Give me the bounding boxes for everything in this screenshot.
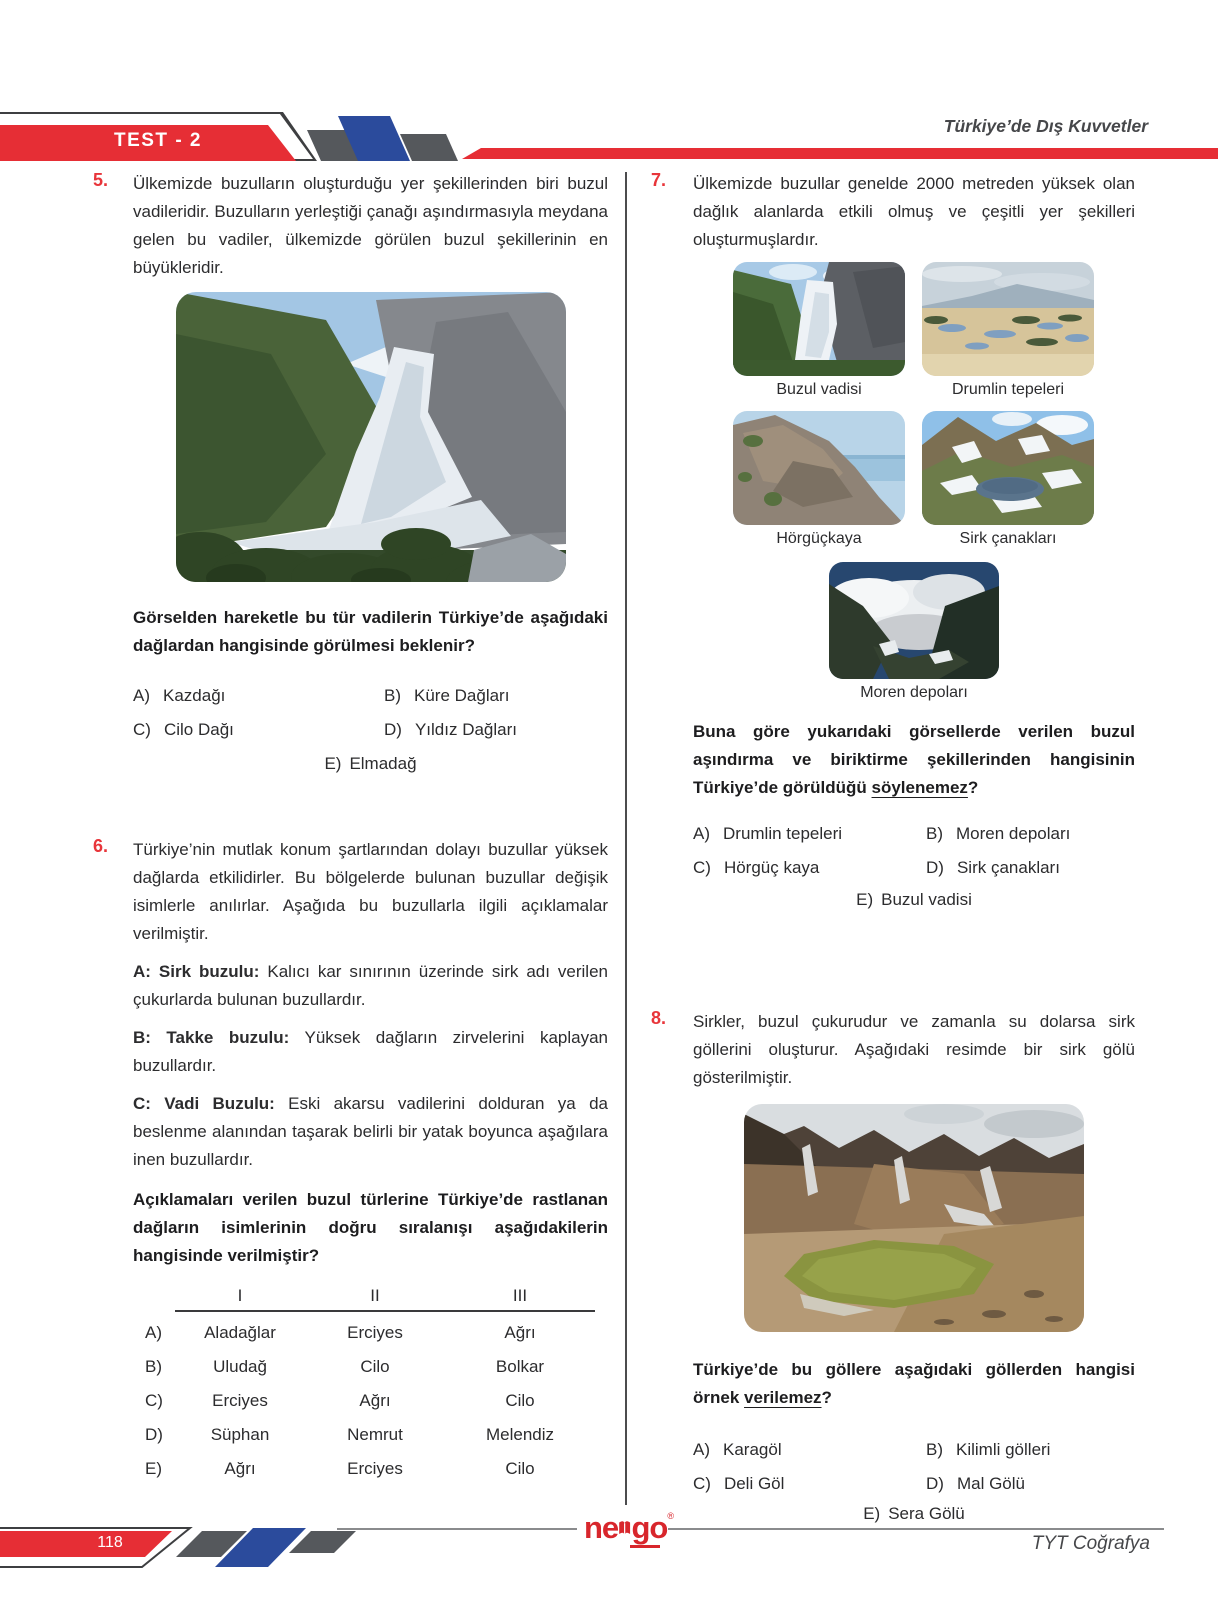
cirque-lake-photo [744,1104,1084,1332]
option-b[interactable]: B) Moren depoları [926,824,1071,843]
underlined-keyword: söylenemez [871,778,968,797]
option-d[interactable]: D) Yıldız Dağları [384,720,517,739]
table-row-d[interactable]: D) Süphan Nemrut Melendiz [145,1425,555,1444]
table-row-c[interactable]: C) Erciyes Ağrı Cilo [145,1391,535,1410]
definition-b: B: Takke buzulu: Yüksek dağların zirvelerini kaplayan buzullardır. [133,1028,608,1075]
question-number: 6. [93,836,109,856]
drumlin-hills-thumb [922,262,1094,376]
test-number-label: TEST - 2 [113,130,202,151]
col-header-1: I [175,1286,305,1312]
brand-wordmark-go: go [631,1510,668,1545]
col-header-2: II [305,1286,445,1312]
table-row-e[interactable]: E) Ağrı Erciyes Cilo [145,1459,535,1478]
publisher-logo [584,1512,674,1548]
column-divider [625,172,627,1505]
caption-sirk-canaklari: Sirk çanakları [959,530,1057,547]
table-row-b[interactable]: B) Uludağ Cilo Bolkar [145,1357,545,1376]
q6-answer-table [133,1286,608,1486]
left-column [85,170,608,1486]
option-c[interactable]: C) Hörgüç kaya [693,858,820,877]
caption-buzul-vadisi: Buzul vadisi [776,381,862,398]
option-d[interactable]: D) Mal Gölü [926,1474,1025,1493]
header-red-rule [462,148,1218,159]
question-stem: Buna göre yukarıdaki görsellerde verilen buzul aşındırma ve biriktirme şekillerinden hangisinin Türkiye’de görüldüğü söylenemez? [693,722,1135,797]
option-c[interactable]: C) Cilo Dağı [133,720,234,739]
open-book-icon [618,1514,631,1542]
caption-horguckaya: Hörgüçkaya [776,530,862,547]
option-b[interactable]: B) Kilimli gölleri [926,1440,1051,1459]
glacier-valley-photo [176,292,566,582]
registered-mark-icon: ® [667,1510,674,1521]
moraine-deposits-photo [829,562,999,679]
brand-wordmark-ne: ne [584,1510,619,1545]
chapter-title: Türkiye’de Dış Kuvvetler [943,116,1148,136]
definition-a: A: Sirk buzulu: Kalıcı kar sınırının üzerinde sirk adı verilen çukurlarda bulunan buzullardır. [133,962,608,1009]
roche-moutonnee-thumb [733,411,905,525]
question-number: 8. [651,1008,667,1028]
caption-drumlin-tepeleri: Drumlin tepeleri [951,381,1065,398]
question-text: Ülkemizde buzulların oluşturduğu yer şekillerinden biri buzul vadileridir. Buzulların yerleştiği çanağı aşındırmasıyla meydana gelen bu vadiler, ülkemizde görülen buzul şekillerinin en büyükleridir. [133,174,608,277]
question-stem: Görselden hareketle bu tür vadilerin Türkiye’de aşağıdaki dağlardan hangisinde görülmesi beklenir? [133,608,608,655]
table-row-a[interactable]: A) Aladağlar Erciyes Ağrı [145,1323,536,1342]
q5-options [133,686,608,740]
question-text: Türkiye’nin mutlak konum şartlarından dolayı buzullar yüksek dağlarda etkilidirler. Bu bölgelerde bulunan buzullar değişik isimlerle anılırlar. Aşağıda bu buzullarla ilgili açıklamalar verilmiştir. [133,840,608,943]
header-stripe-gray-2 [400,134,458,161]
definition-c: C: Vadi Buzulu: Eski akarsu vadilerini dolduran ya da beslenme alanından taşarak belirli bir yatak boyunca aşağılara inen buzullardır. [133,1094,608,1169]
question-5 [85,170,608,774]
question-8 [651,1008,1135,1524]
question-number: 5. [93,170,109,190]
cirque-basins-thumb [922,411,1094,525]
option-b[interactable]: B) Küre Dağları [384,686,510,705]
footer-rule-right [668,1528,1164,1530]
option-a[interactable]: A) Drumlin tepeleri [693,824,843,843]
question-text: Sirkler, buzul çukurudur ve zamanla su dolarsa sirk göllerini oluşturur. Aşağıdaki resimde bir sirk gölü gösterilmiştir. [693,1012,1135,1087]
page-number: 118 [97,1534,123,1551]
q7-options [693,824,1135,878]
option-a[interactable]: A) Kazdağı [133,686,226,705]
option-d[interactable]: D) Sirk çanakları [926,858,1060,877]
footer-decoration [0,1520,470,1586]
q7-image-grid [733,262,1135,560]
question-stem: Açıklamaları verilen buzul türlerine Türkiye’de rastlanan dağların isimlerinin doğru sıralanışı aşağıdakilerin hangisinde verilmiştir? [133,1190,608,1265]
footer-subject-label: TYT Coğrafya [1031,1533,1150,1554]
question-number: 7. [651,170,667,190]
caption-moren-depolari: Moren depoları [860,684,968,701]
option-e[interactable]: E) Sera Gölü [863,1504,965,1523]
option-a[interactable]: A) Karagöl [693,1440,782,1459]
brand-tagline-mark [630,1545,660,1548]
right-column [651,170,1135,1524]
table-header-row [145,1286,608,1312]
question-text: Ülkemizde buzullar genelde 2000 metreden yüksek olan dağlık alanlarda etkili olmuş ve çeşitli yer şekilleri oluşturmuşlardır. [693,174,1135,249]
col-header-3: III [445,1286,595,1312]
question-stem: Türkiye’de bu göllere aşağıdaki göllerden hangisi örnek verilemez? [693,1360,1135,1407]
option-e[interactable]: E) Elmadağ [324,754,417,773]
question-6 [85,836,608,1486]
question-7 [651,170,1135,910]
glacier-valley-thumb [733,262,905,376]
q8-options [693,1440,1135,1494]
underlined-keyword: verilemez [744,1388,822,1407]
option-e[interactable]: E) Buzul vadisi [856,890,972,909]
option-c[interactable]: C) Deli Göl [693,1474,785,1493]
